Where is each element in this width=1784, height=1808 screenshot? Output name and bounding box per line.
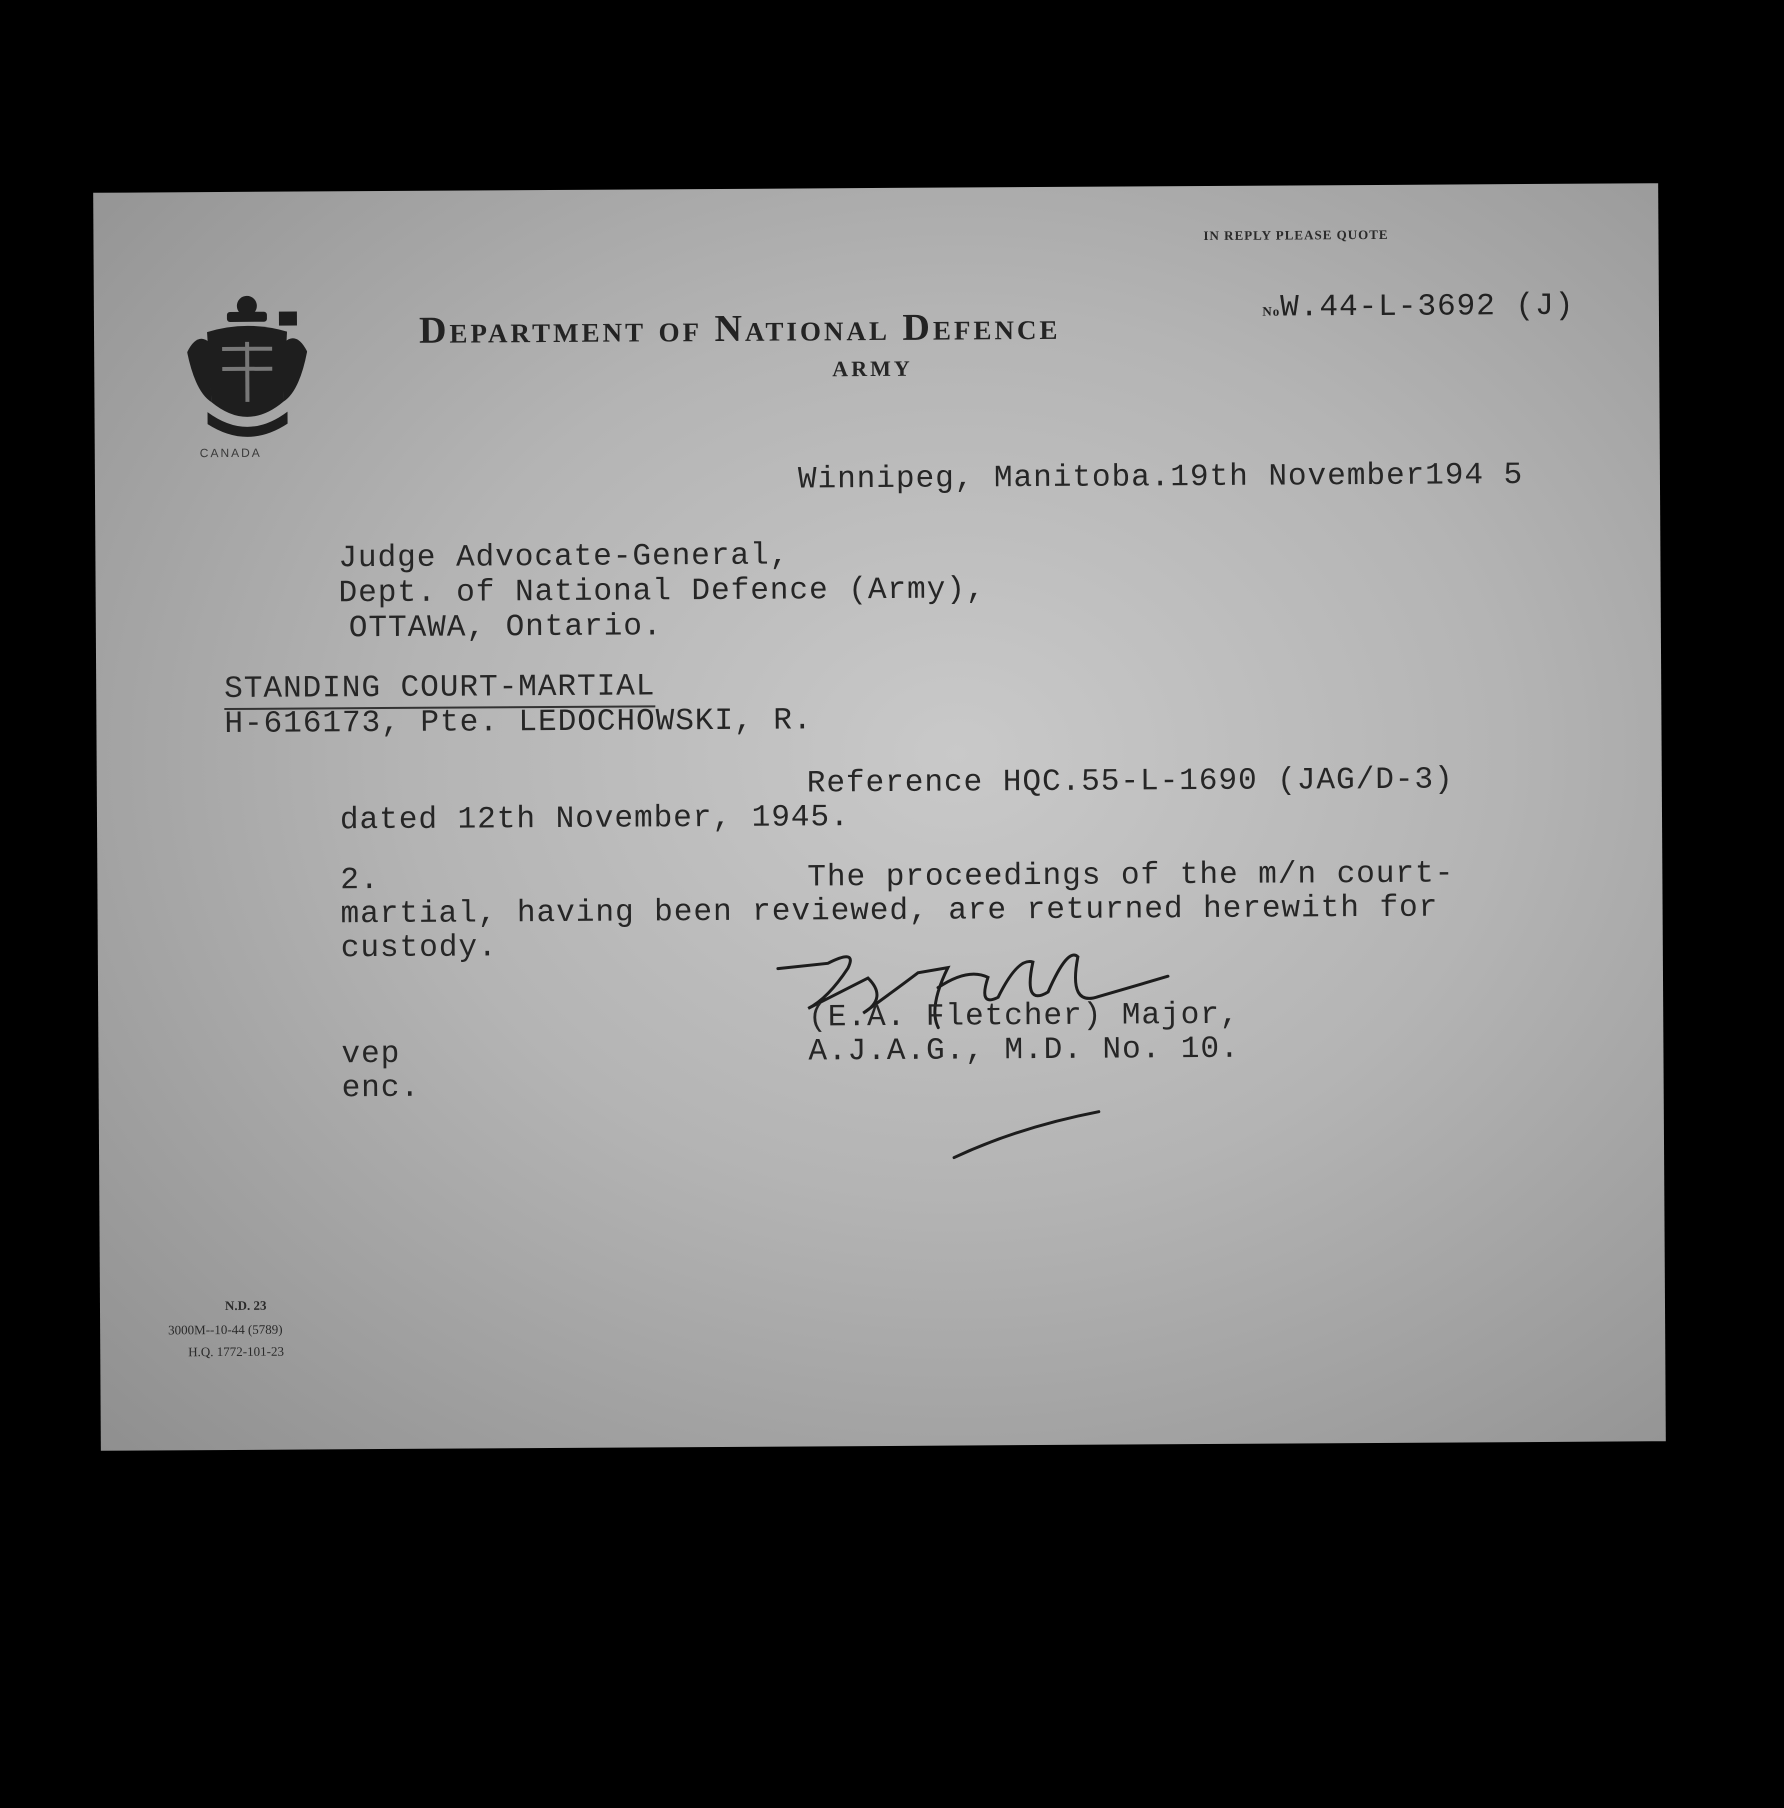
canada-coat-of-arms-icon bbox=[187, 291, 308, 442]
file-number-value: W.44-L-3692 (J) bbox=[1280, 288, 1575, 326]
addressee-line-3: OTTAWA, Ontario. bbox=[348, 609, 663, 647]
addressee-line-1: Judge Advocate-General, bbox=[338, 538, 790, 577]
file-number bbox=[1184, 254, 1575, 361]
paragraph-line-1: The proceedings of the m/n court- bbox=[807, 856, 1455, 896]
reply-quote-label: IN REPLY PLEASE QUOTE bbox=[1203, 226, 1389, 244]
reference-date-line: dated 12th November, 1945. bbox=[339, 800, 850, 839]
form-hq-file: H.Q. 1772-101-23 bbox=[188, 1343, 284, 1360]
file-number-prefix: No bbox=[1262, 303, 1281, 319]
canada-label: CANADA bbox=[199, 445, 262, 461]
subject-heading: STANDING COURT-MARTIAL bbox=[224, 669, 656, 710]
paragraph-line-2: martial, having been reviewed, are returned herewith for bbox=[340, 890, 1439, 933]
signatory-name: (E.A. Fletcher) Major, bbox=[808, 997, 1240, 1036]
paragraph-number: 2. bbox=[340, 863, 380, 899]
department-heading: Department of National Defence bbox=[418, 305, 1061, 352]
form-number: N.D. 23 bbox=[224, 1297, 267, 1314]
reference-line: Reference HQC.55-L-1690 (JAG/D-3) bbox=[806, 762, 1454, 802]
addressee-line-2: Dept. of National Defence (Army), bbox=[338, 572, 986, 612]
pen-stroke-mark bbox=[949, 1107, 1109, 1168]
subject-line: H-616173, Pte. LEDOCHOWSKI, R. bbox=[224, 703, 813, 742]
date-line: Winnipeg, Manitoba.19th November194 5 bbox=[797, 458, 1524, 498]
letter-sheet bbox=[93, 183, 1666, 1451]
typist-initials: vep bbox=[341, 1036, 401, 1073]
enclosure-note: enc. bbox=[341, 1070, 421, 1107]
form-print-run: 3000M--10-44 (5789) bbox=[168, 1321, 283, 1338]
paragraph-line-3: custody. bbox=[340, 930, 498, 967]
signatory-title: A.J.A.G., M.D. No. 10. bbox=[808, 1031, 1240, 1070]
branch-heading: ARMY bbox=[832, 355, 913, 382]
